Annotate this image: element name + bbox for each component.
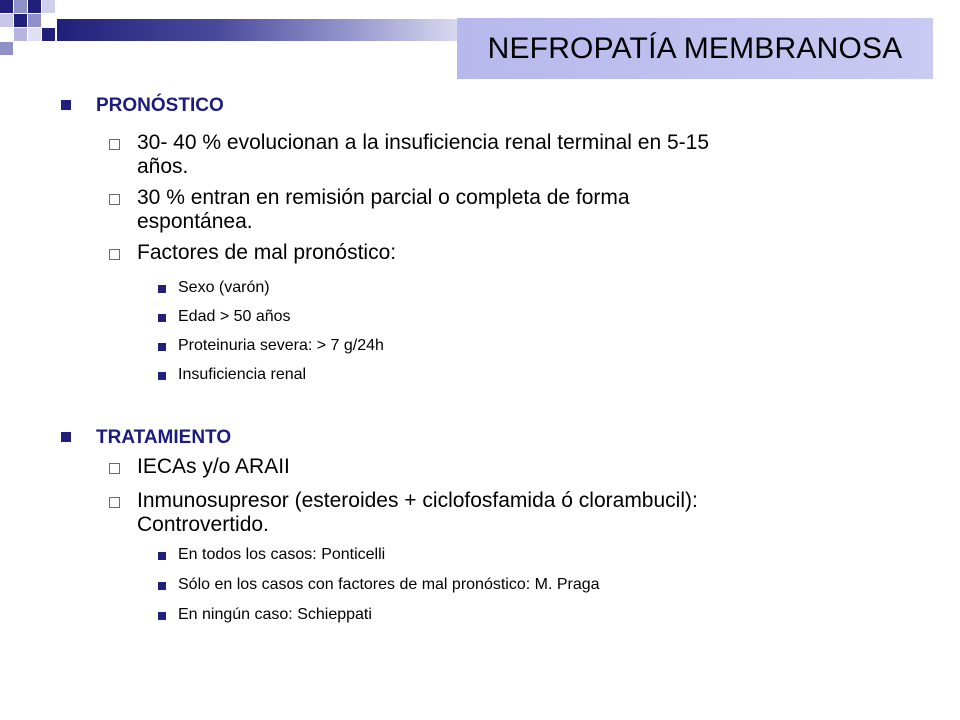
section-heading: PRONÓSTICO <box>96 95 224 116</box>
item-line: IECAs y/o ARAII <box>137 455 290 478</box>
item-bullet <box>109 463 120 474</box>
deco-square <box>42 28 55 41</box>
title-box <box>457 18 933 79</box>
deco-square <box>28 28 41 41</box>
deco-square <box>42 0 55 13</box>
deco-square <box>0 42 13 55</box>
section-bullet <box>61 100 71 110</box>
item-line: Inmunosupresor (esteroides + ciclofosfamida ó clorambucil): <box>137 489 698 512</box>
section-bullet <box>61 432 71 442</box>
subitem: Edad > 50 años <box>178 308 291 325</box>
deco-square <box>14 0 27 13</box>
item-bullet <box>109 497 120 508</box>
item-line: 30 % entran en remisión parcial o completa de forma <box>137 186 630 209</box>
deco-square <box>28 0 41 13</box>
subitem-bullet <box>158 343 166 351</box>
subitem-bullet <box>158 612 166 620</box>
subitem: Insuficiencia renal <box>178 366 307 383</box>
subitem-bullet <box>158 372 166 380</box>
subitem-bullet <box>158 314 166 322</box>
item-bullet <box>109 194 120 205</box>
item-line: Factores de mal pronóstico: <box>137 241 397 264</box>
item-line: 30- 40 % evolucionan a la insuficiencia renal terminal en 5-15 <box>137 131 710 154</box>
deco-square <box>0 14 13 27</box>
deco-square <box>14 28 27 41</box>
deco-square <box>0 0 13 13</box>
deco-bar <box>57 19 457 41</box>
item-line: Controvertido. <box>137 513 269 536</box>
subitem-bullet <box>158 285 166 293</box>
subitem: Sólo en los casos con factores de mal pronóstico: M. Praga <box>178 576 600 593</box>
subitem: En ningún caso: Schieppati <box>178 606 372 623</box>
page-title: NEFROPATÍA MEMBRANOSA <box>487 31 903 65</box>
subitem: En todos los casos: Ponticelli <box>178 546 386 563</box>
deco-square <box>28 14 41 27</box>
subitem-bullet <box>158 582 166 590</box>
subitem-bullet <box>158 552 166 560</box>
item-bullet <box>109 249 120 260</box>
section-heading: TRATAMIENTO <box>96 427 232 448</box>
subitem: Proteinuria severa: > 7 g/24h <box>178 337 384 354</box>
subitem: Sexo (varón) <box>178 279 270 296</box>
deco-square <box>14 14 27 27</box>
item-bullet <box>109 139 120 150</box>
item-line: espontánea. <box>137 210 253 233</box>
item-line: años. <box>137 155 189 178</box>
